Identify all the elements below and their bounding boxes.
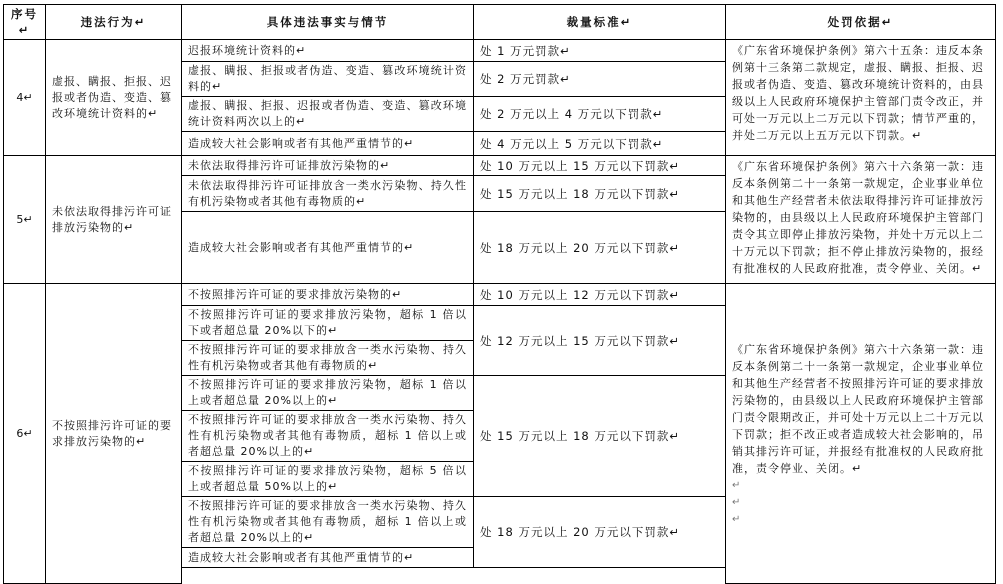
fact-cell: 不按照排污许可证的要求排放含一类水污染物、持久性有机污染物或者其他有毒物质，超标 1 倍以上或者超总量 20%以上的↵ — [182, 411, 474, 462]
paragraph-mark: ↵ — [732, 513, 742, 525]
standard-cell: 处 10 万元以上 12 万元以下罚款↵ — [474, 284, 726, 306]
fact-cell: 造成较大社会影响或者有其他严重情节的↵ — [182, 548, 474, 568]
behavior-cell: 虚报、瞒报、拒报、迟报或者伪造、变造、篡改环境统计资料的↵ — [46, 40, 182, 156]
paragraph-mark: ↵ — [732, 479, 742, 491]
header-seq: 序号↵ — [4, 5, 46, 40]
behavior-cell: 未依法取得排污许可证排放污染物的↵ — [46, 156, 182, 284]
basis-text: 《广东省环境保护条例》第六十六条第一款：违反本条例第二十一条第一款规定，企业事业单位和其他生产经营者不按照排污许可证的要求排放污染物的，由县级以上人民政府环境保护主管部门责令限期改正，并可处十万元以上二十万元以下罚款；拒不改正或者造成较大社会影响的，吊销其排污许可证，并报经有批准权的人民政府批准，责令停业、关闭。↵ — [732, 342, 984, 475]
basis-cell: 《广东省环境保护条例》第六十五条：违反本条例第十三条第二款规定，虚报、瞒报、拒报、迟报或者伪造、变造、篡改环境统计资料的，由县级以上人民政府环境保护主管部门责令改正，并可处一万元以上二万元以下罚款；情节严重的，并处二万元以上五万元以下罚款。↵ — [726, 40, 996, 156]
fact-cell: 迟报环境统计资料的↵ — [182, 40, 474, 62]
standard-cell: 处 2 万元罚款↵ — [474, 62, 726, 97]
fact-cell: 造成较大社会影响或者有其他严重情节的↵ — [182, 212, 474, 284]
behavior-cell: 不按照排污许可证的要求排放污染物的↵ — [46, 284, 182, 584]
header-behavior: 违法行为↵ — [46, 5, 182, 40]
fact-cell: 不按照排污许可证的要求排放污染物的↵ — [182, 284, 474, 306]
spacer-cell — [474, 568, 726, 584]
seq-cell: 5↵ — [4, 156, 46, 284]
fact-cell: 未依法取得排污许可证排放污染物的↵ — [182, 156, 474, 176]
fact-cell: 不按照排污许可证的要求排放污染物，超标 5 倍以上或者超总量 50%以上的↵ — [182, 462, 474, 497]
table-row — [4, 156, 996, 176]
standard-cell: 处 10 万元以上 15 万元以下罚款↵ — [474, 156, 726, 176]
header-basis: 处罚依据↵ — [726, 5, 996, 40]
fact-cell: 不按照排污许可证的要求排放污染物，超标 1 倍以上或者超总量 20%以上的↵ — [182, 376, 474, 411]
header-row — [4, 5, 996, 40]
standard-cell: 处 4 万元以上 5 万元以下罚款↵ — [474, 132, 726, 156]
fact-cell: 不按照排污许可证的要求排放污染物，超标 1 倍以下或者超总量 20%以下的↵ — [182, 306, 474, 341]
fact-cell: 虚报、瞒报、拒报或者伪造、变造、篡改环境统计资料的↵ — [182, 62, 474, 97]
standard-cell: 处 2 万元以上 4 万元以下罚款↵ — [474, 97, 726, 132]
fact-cell: 造成较大社会影响或者有其他严重情节的↵ — [182, 132, 474, 156]
standard-cell: 处 18 万元以上 20 万元以下罚款↵ — [474, 212, 726, 284]
fact-cell: 不按照排污许可证的要求排放含一类水污染物、持久性有机污染物或者其他有毒物质的↵ — [182, 341, 474, 376]
standard-cell: 处 15 万元以上 18 万元以下罚款↵ — [474, 376, 726, 497]
standard-cell: 处 12 万元以上 15 万元以下罚款↵ — [474, 306, 726, 376]
table-row — [4, 284, 996, 306]
penalty-table — [3, 4, 996, 584]
fact-cell: 虚报、瞒报、拒报、迟报或者伪造、变造、篡改环境统计资料两次以上的↵ — [182, 97, 474, 132]
basis-cell — [726, 284, 996, 584]
standard-cell: 处 18 万元以上 20 万元以下罚款↵ — [474, 497, 726, 568]
paragraph-mark: ↵ — [732, 496, 742, 508]
standard-cell: 处 15 万元以上 18 万元以下罚款↵ — [474, 176, 726, 212]
spacer-cell — [182, 568, 474, 584]
seq-cell: 6↵ — [4, 284, 46, 584]
fact-cell: 不按照排污许可证的要求排放含一类水污染物、持久性有机污染物或者其他有毒物质，超标 1 倍以上或者超总量 20%以上的↵ — [182, 497, 474, 548]
standard-cell: 处 1 万元罚款↵ — [474, 40, 726, 62]
basis-cell: 《广东省环境保护条例》第六十六条第一款：违反本条例第二十一条第一款规定，企业事业单位和其他生产经营者未依法取得排污许可证排放污染物的，由县级以上人民政府环境保护主管部门责令其立即停止排放污染物，并处十万元以上二十万元以下罚款；拒不停止排放污染物的，报经有批准权的人民政府批准，责令停业、关闭。↵ — [726, 156, 996, 284]
fact-cell: 未依法取得排污许可证排放含一类水污染物、持久性有机污染物或者其他有毒物质的↵ — [182, 176, 474, 212]
header-facts: 具体违法事实与情节 — [182, 5, 474, 40]
table-row — [4, 40, 996, 62]
seq-cell: 4↵ — [4, 40, 46, 156]
header-standard: 裁量标准↵ — [474, 5, 726, 40]
